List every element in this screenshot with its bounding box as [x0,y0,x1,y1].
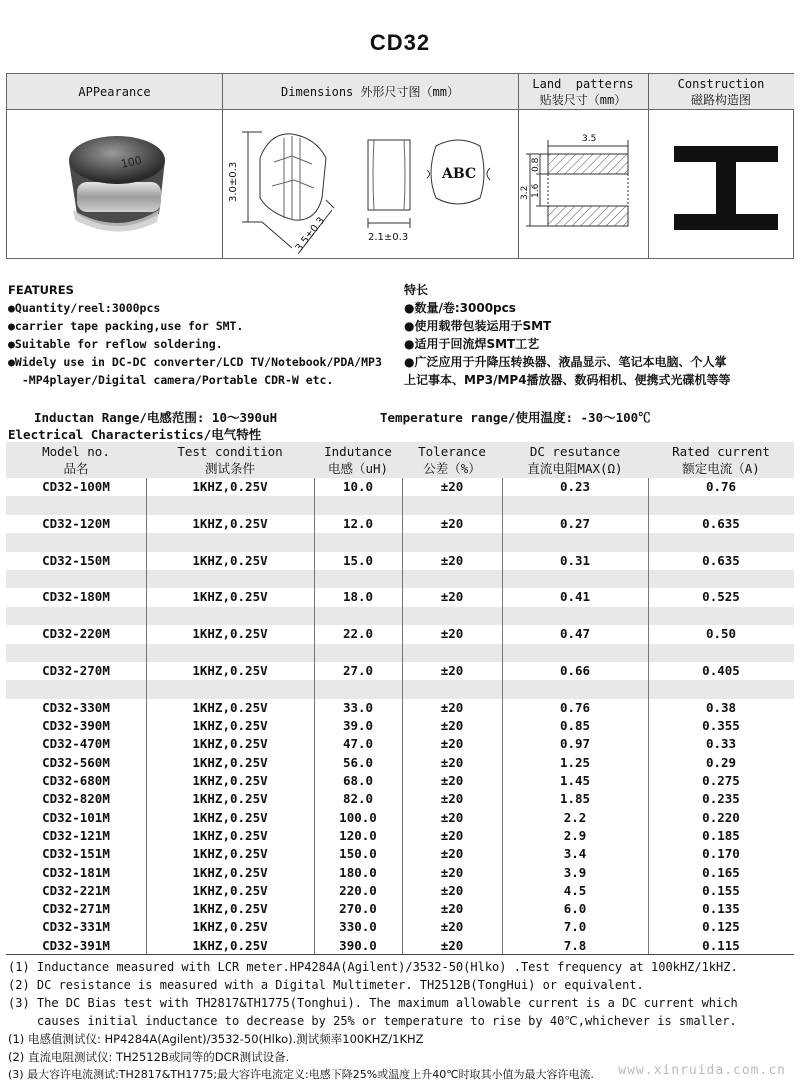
temperature-range: Temperature range/使用温度: -30～100℃ [380,410,651,425]
dim-side-label: 2.1±0.3 [368,232,409,243]
table-cell: 1KHZ,0.25V [192,754,268,770]
column-divider [314,478,315,955]
table-cell: 33.0 [342,699,374,715]
table-bottom-line [6,954,794,955]
table-cell: 1KHZ,0.25V [192,699,268,715]
table-row [6,809,794,827]
table-cell: CD32-470M [42,736,110,752]
table-cell: 0.23 [559,479,591,494]
table-row [6,882,794,900]
table-cell: 1KHZ,0.25V [192,663,268,678]
table-row [6,515,794,533]
header-test-condition: Test condition 测试条件 [177,444,283,476]
land-label-cn: 贴装尺寸（mm） [539,92,627,107]
table-cell: 0.31 [559,552,591,568]
table-cell: 0.76 [559,699,591,715]
table-cell: 1KHZ,0.25V [192,864,268,880]
feature-item: ●Widely use in DC-DC converter/LCD TV/Notebook/PDA/MP3 [8,355,382,369]
table-cell: 1KHZ,0.25V [192,791,268,807]
table-cell: CD32-101M [42,809,110,825]
table-cell: CD32-271M [42,901,110,917]
table-cell: CD32-220M [42,626,110,642]
table-cell: 0.76 [705,479,737,494]
construction-header [648,74,794,110]
table-cell: ±20 [440,754,464,770]
table-cell: 0.97 [559,736,591,752]
land-pad-label: 0.8 [531,157,541,172]
features-title-cn: 特长 [404,283,429,297]
table-cell: 100.0 [339,809,377,825]
table-cell: 1KHZ,0.25V [192,846,268,862]
table-row [6,772,794,790]
table-cell: 0.185 [702,827,740,843]
note-item: (3) The DC Bias test with TH2817&TH1775(Tonghui). The maximum allowable current is a DC current which [8,996,738,1010]
component-marking: 100 [119,153,143,171]
table-cell: 0.85 [559,718,591,734]
inductor-photo [7,110,222,260]
table-cell: 3.9 [563,864,587,880]
table-cell: 0.635 [702,552,740,568]
table-cell: 220.0 [339,882,377,898]
table-cell: 1KHZ,0.25V [192,919,268,935]
table-cell: ±20 [440,479,464,494]
table-cell: ±20 [440,552,464,568]
table-cell: 1KHZ,0.25V [192,937,268,953]
table-row [6,790,794,808]
table-cell: 6.0 [563,901,587,917]
table-cell: ±20 [440,901,464,917]
table-cell: ±20 [440,827,464,843]
column-divider [146,478,147,955]
table-cell: ±20 [440,882,464,898]
table-row [6,588,794,606]
table-cell: 0.33 [705,736,737,752]
table-cell: 7.0 [563,919,587,935]
table-cell: 22.0 [342,626,374,642]
feature-item: ●Quantity/reel:3000pcs [8,301,161,315]
table-cell: 0.355 [702,718,740,734]
table-cell: ±20 [440,736,464,752]
feature-item: 上记事本、MP3/MP4播放器、数码相机、便携式光碟机等等 [404,373,731,387]
table-cell: 7.8 [563,937,587,953]
land-gap-label: 1.6 [531,183,541,198]
construction-label-en: Construction [677,76,765,91]
row-spacer [6,607,794,626]
table-cell: 1KHZ,0.25V [192,626,268,642]
table-row [6,662,794,680]
features-cn [404,281,731,389]
table-cell: ±20 [440,846,464,862]
table-cell: 330.0 [339,919,377,935]
table-row [6,735,794,753]
table-cell: 1KHZ,0.25V [192,882,268,898]
table-cell: 270.0 [339,901,377,917]
table-cell: 1KHZ,0.25V [192,736,268,752]
header-model: Model no. 品名 [42,444,110,476]
table-cell: 1KHZ,0.25V [192,552,268,568]
table-cell: 1KHZ,0.25V [192,718,268,734]
table-cell: 150.0 [339,846,377,862]
table-cell: CD32-330M [42,699,110,715]
table-row [6,699,794,717]
table-cell: 0.135 [702,901,740,917]
table-cell: 3.4 [563,846,587,862]
table-cell: 4.5 [563,882,587,898]
electrical-title: Electrical Characteristics/电气特性 [8,427,262,442]
table-cell: ±20 [440,864,464,880]
magnetic-core-symbol [648,110,794,260]
table-cell: 390.0 [339,937,377,953]
table-cell: 0.405 [702,663,740,678]
table-row [6,900,794,918]
table-cell: 0.66 [559,663,591,678]
table-row [6,478,794,496]
table-cell: 68.0 [342,773,374,788]
table-cell: CD32-180M [42,589,110,605]
table-cell: 1.25 [559,754,591,770]
table-cell: CD32-120M [42,515,110,531]
table-cell: 39.0 [342,718,374,734]
table-cell: 18.0 [342,589,374,605]
column-divider [648,478,649,955]
table-cell: 2.9 [563,827,587,843]
table-cell: ±20 [440,809,464,825]
note-item: (2) 直流电阻测试仪: TH2512B或同等的DCR测试设备. [8,1050,290,1064]
table-row [6,864,794,882]
row-spacer [6,533,794,552]
table-cell: 0.235 [702,791,740,807]
table-row [6,918,794,936]
table-cell: ±20 [440,663,464,678]
row-spacer [6,496,794,515]
features-title-en: FEATURES [8,283,74,297]
construction-cell [648,110,794,258]
table-cell: ±20 [440,937,464,953]
dim-height-label: 3.0±0.3 [228,161,239,202]
land-pattern-drawing [518,110,648,260]
table-cell: CD32-150M [42,552,110,568]
table-cell: 0.50 [705,626,737,642]
appearance-cell [7,110,222,258]
note-item: (1) Inductance measured with LCR meter.HP4284A(Agilent)/3532-50(Hlko) .Test frequency at 100kHZ/1kHZ. [8,960,738,974]
table-cell: CD32-560M [42,754,110,770]
table-cell: 0.115 [702,937,740,953]
table-cell: 56.0 [342,754,374,770]
product-panels [6,73,794,259]
table-cell: 1KHZ,0.25V [192,589,268,605]
table-cell: ±20 [440,515,464,531]
table-cell: CD32-270M [42,663,110,678]
table-cell: 0.47 [559,626,591,642]
table-cell: CD32-680M [42,773,110,788]
table-row [6,625,794,643]
table-cell: 47.0 [342,736,374,752]
table-header [6,442,794,478]
note-item: causes initial inductance to decrease by 25% or temperature to rise by 40℃,whichever is smaller. [8,1014,737,1028]
note-item: (3) 最大容许电流测试:TH2817&TH1775;最大容许电流定义:电感下降25%或温度上升40℃时取其小值为最大容许电流. [8,1068,595,1081]
features-en [8,281,382,389]
table-cell: ±20 [440,919,464,935]
table-cell: 10.0 [342,479,374,494]
table-cell: CD32-181M [42,864,110,880]
table-cell: CD32-121M [42,827,110,843]
table-cell: CD32-391M [42,937,110,953]
table-cell: 1KHZ,0.25V [192,479,268,494]
table-cell: CD32-221M [42,882,110,898]
land-label-en: Land patterns [532,76,634,91]
table-row [6,845,794,863]
feature-item: -MP4player/Digital camera/Portable CDR-W etc. [8,373,334,387]
inductance-range: Inductan Range/电感范围: 10～390uH [34,410,278,425]
note-item: (2) DC resistance is measured with a Digital Multimeter. TH2512B(TongHui) or equivalent. [8,978,644,992]
table-cell: 180.0 [339,864,377,880]
table-cell: ±20 [440,791,464,807]
table-cell: 0.220 [702,809,740,825]
header-rated-current: Rated current 额定电流（A) [672,444,770,476]
table-cell: 0.170 [702,846,740,862]
table-cell: 1KHZ,0.25V [192,515,268,531]
feature-item: ●数量/卷:3000pcs [404,301,516,315]
table-row [6,937,794,955]
table-cell: 0.275 [702,773,740,788]
table-cell: ±20 [440,699,464,715]
land-patterns-header [518,74,648,110]
table-cell: 0.41 [559,589,591,605]
column-divider [502,478,503,955]
table-cell: 1KHZ,0.25V [192,809,268,825]
dim-marking-label: ABC [442,166,477,182]
note-item: (1) 电感值测试仪: HP4284A(Agilent)/3532-50(Hlko).测试频率100KHZ/1KHZ [8,1032,424,1046]
feature-item: ●Suitable for reflow soldering. [8,337,223,351]
table-cell: 1KHZ,0.25V [192,773,268,788]
table-cell: ±20 [440,773,464,788]
table-cell: 0.27 [559,515,591,531]
table-row [6,754,794,772]
table-cell: 0.29 [705,754,737,770]
table-cell: CD32-331M [42,919,110,935]
table-row [6,827,794,845]
table-cell: 0.165 [702,864,740,880]
table-cell: 0.125 [702,919,740,935]
table-cell: 120.0 [339,827,377,843]
header-dc-resistance: DC resutance 直流电阻MAX(Ω) [527,444,623,476]
table-cell: 0.635 [702,515,740,531]
appearance-label: APPearance [78,84,151,99]
table-cell: 0.38 [705,699,737,715]
table-cell: CD32-820M [42,791,110,807]
dim-diag-label: 3.5±0.3 [293,215,328,254]
watermark: www.xinruida.com.cn [618,1063,786,1078]
row-spacer [6,570,794,589]
dimensions-cell [222,110,518,258]
table-cell: 1.85 [559,791,591,807]
land-patterns-cell [518,110,648,258]
appearance-header [7,74,222,110]
table-cell: 0.155 [702,882,740,898]
feature-item: ●carrier tape packing,use for SMT. [8,319,244,333]
table-cell: 15.0 [342,552,374,568]
page-title: CD32 [369,30,431,55]
header-tolerance: Tolerance 公差（%） [418,444,486,476]
land-total-label: 3.2 [520,185,530,200]
table-cell: CD32-100M [42,479,110,494]
feature-item: ●适用于回流焊SMT工艺 [404,337,540,351]
row-spacer [6,644,794,663]
table-cell: ±20 [440,718,464,734]
dimensions-label: Dimensions 外形尺寸图（mm） [281,84,459,99]
table-row [6,717,794,735]
table-cell: CD32-151M [42,846,110,862]
column-divider [402,478,403,955]
table-cell: 1KHZ,0.25V [192,827,268,843]
header-inductance: Indutance 电感（uH) [324,444,392,476]
table-cell: 12.0 [342,515,374,531]
feature-item: ●使用载带包装运用于SMT [404,319,552,333]
row-spacer [6,680,794,699]
table-cell: 2.2 [563,809,587,825]
table-cell: 27.0 [342,663,374,678]
table-cell: 1.45 [559,773,591,788]
table-cell: 1KHZ,0.25V [192,901,268,917]
table-cell: 0.525 [702,589,740,605]
table-cell: ±20 [440,626,464,642]
table-cell: CD32-390M [42,718,110,734]
table-cell: 82.0 [342,791,374,807]
table-row [6,552,794,570]
table-cell: ±20 [440,589,464,605]
construction-label-cn: 磁路构造图 [690,92,751,107]
feature-item: ●广泛应用于升降压转换器、液晶显示、笔记本电脑、个人掌 [404,355,727,369]
dimensions-header [222,74,518,110]
dimensions-drawing [222,110,518,260]
land-width-label: 3.5 [582,134,597,144]
